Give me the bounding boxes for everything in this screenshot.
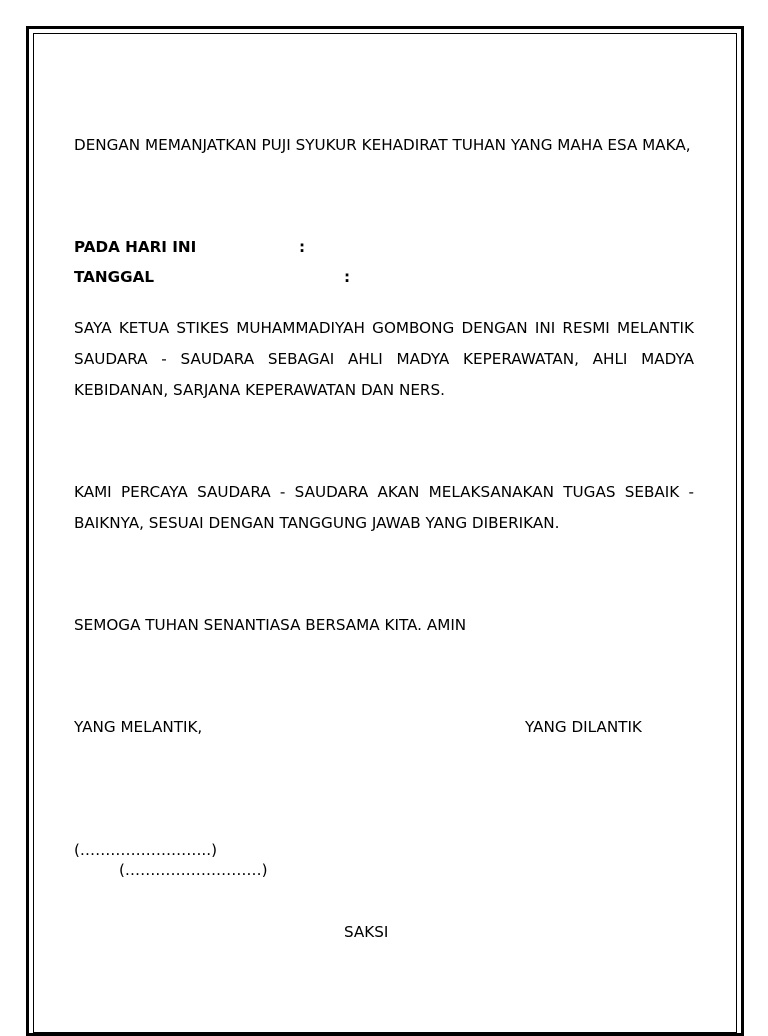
witness-label: SAKSI xyxy=(344,923,389,941)
installer-label: YANG MELANTIK, xyxy=(74,718,203,736)
day-colon: : xyxy=(299,238,306,256)
installed-signature-line: (………………………) xyxy=(119,861,268,879)
trust-paragraph: KAMI PERCAYA SAUDARA - SAUDARA AKAN MELAKSANAKAN TUGAS SEBAIK - BAIKNYA, SESUAI DENGAN TANGGUNG JAWAB YANG DIBERIKAN. xyxy=(74,483,694,532)
day-label: PADA HARI INI xyxy=(74,238,197,256)
installer-signature-line: (……………………..) xyxy=(74,841,218,859)
date-colon: : xyxy=(344,268,351,286)
installation-paragraph: SAYA KETUA STIKES MUHAMMADIYAH GOMBONG DENGAN INI RESMI MELANTIK SAUDARA - SAUDARA SEBAGAI AHLI MADYA KEPERAWATAN, AHLI MADYA KEBIDANAN, SARJANA KEPERAWATAN DAN NERS. xyxy=(74,319,694,399)
intro-text: DENGAN MEMANJATKAN PUJI SYUKUR KEHADIRAT TUHAN YANG MAHA ESA MAKA, xyxy=(74,136,691,154)
closing-text: SEMOGA TUHAN SENANTIASA BERSAMA KITA. AMIN xyxy=(74,616,467,634)
date-label: TANGGAL xyxy=(74,268,155,286)
installed-label: YANG DILANTIK xyxy=(525,718,642,736)
